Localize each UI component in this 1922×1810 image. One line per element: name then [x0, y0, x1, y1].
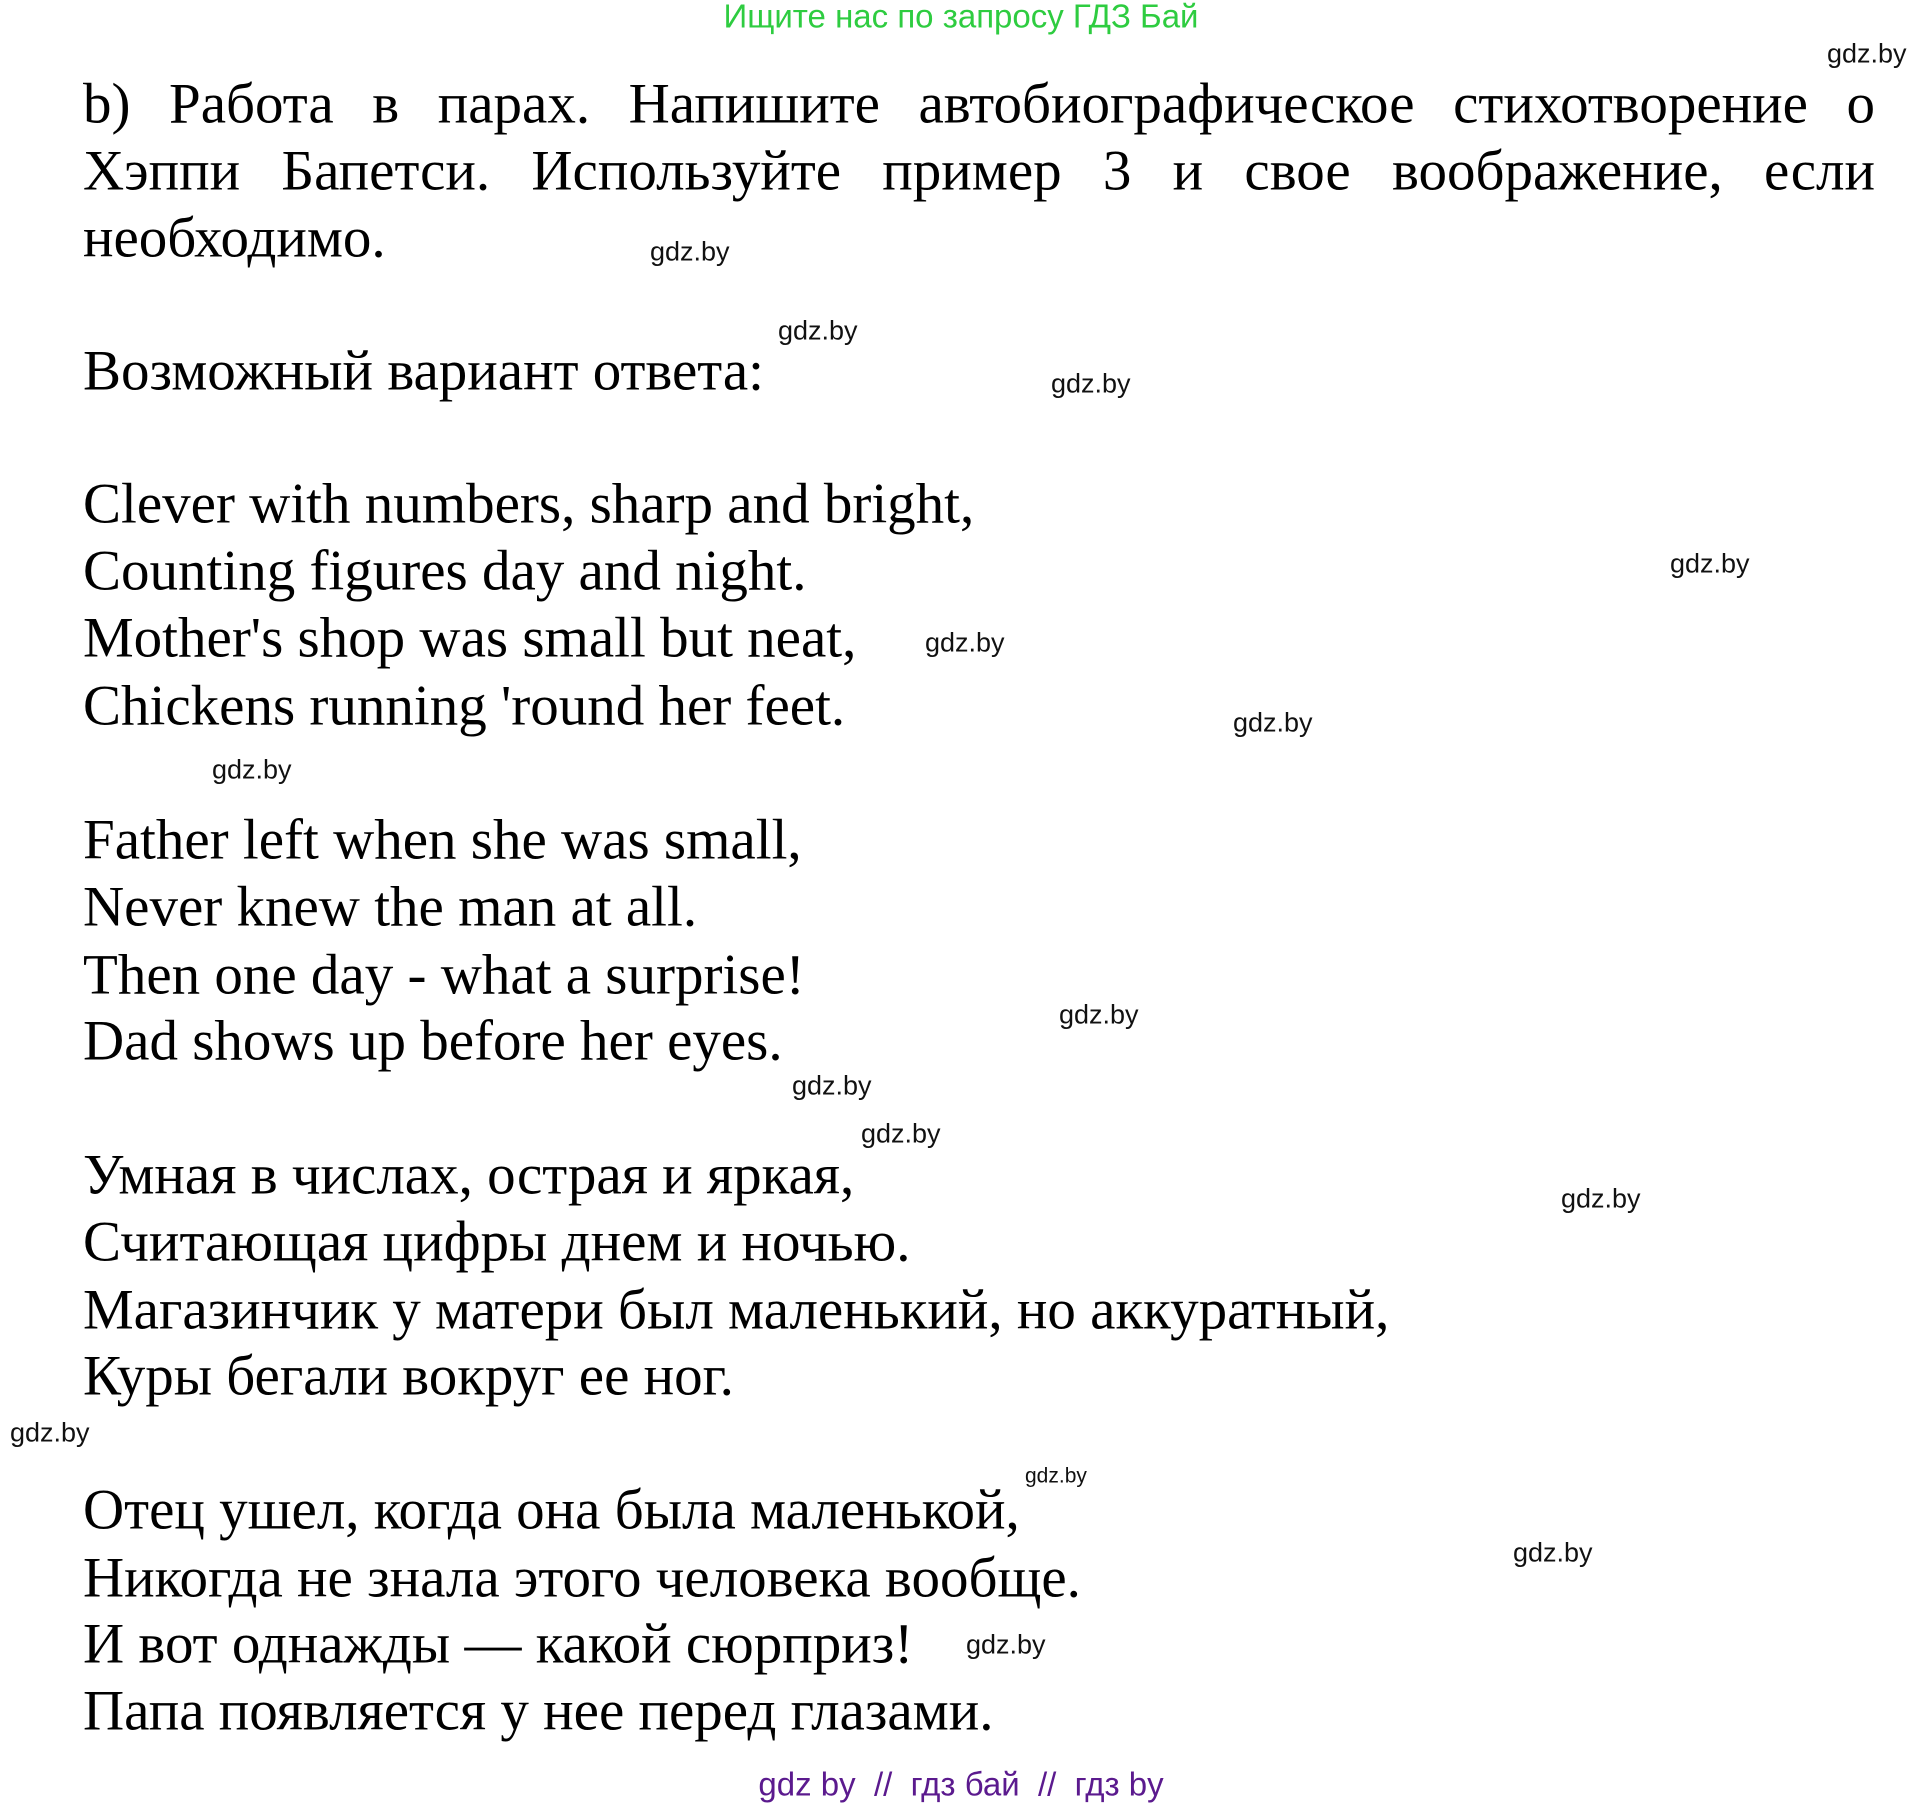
poem-line: Отец ушел, когда она была маленькой,	[83, 1478, 1020, 1542]
task-line-2: Хэппи Бапетси. Используйте пример 3 и свое воображение, если	[83, 139, 1875, 203]
watermark: gdz.by	[1670, 548, 1750, 579]
poem-line: Father left when she was small,	[83, 808, 802, 872]
watermark: gdz.by	[1513, 1537, 1593, 1568]
search-banner: Ищите нас по запросу ГДЗ Бай	[723, 0, 1199, 35]
watermark: gdz.by	[966, 1629, 1046, 1660]
watermark: gdz.by	[861, 1118, 941, 1149]
watermark: gdz.by	[212, 754, 292, 785]
poem-line: Clever with numbers, sharp and bright,	[83, 472, 975, 536]
watermark: gdz.by	[1051, 368, 1131, 399]
watermark: gdz.by	[792, 1070, 872, 1101]
poem-line: И вот однажды — какой сюрприз!	[83, 1612, 914, 1676]
watermark: gdz.by	[650, 236, 730, 267]
poem-line: Never knew the man at all.	[83, 875, 698, 939]
watermark: gdz.by	[778, 315, 858, 346]
task-line-1: b) Работа в парах. Напишите автобиографическое стихотворение о	[83, 72, 1875, 136]
watermark: gdz.by	[1561, 1183, 1641, 1214]
poem-line: Куры бегали вокруг ее ног.	[83, 1344, 734, 1408]
watermark: gdz.by	[1025, 1464, 1087, 1488]
watermark: gdz.by	[1059, 999, 1139, 1030]
watermark: gdz.by	[1827, 38, 1907, 69]
answer-label: Возможный вариант ответа:	[83, 339, 765, 403]
poem-line: Dad shows up before her eyes.	[83, 1009, 783, 1073]
poem-line: Умная в числах, острая и яркая,	[83, 1143, 855, 1207]
poem-line: Считающая цифры днем и ночью.	[83, 1210, 911, 1274]
poem-line: Mother's shop was small but neat,	[83, 606, 857, 670]
task-line-3: необходимо.	[83, 206, 386, 270]
poem-line: Chickens running 'round her feet.	[83, 674, 846, 738]
watermark: gdz.by	[925, 627, 1005, 658]
poem-line: Counting figures day and night.	[83, 539, 807, 603]
poem-line: Then one day - what a surprise!	[83, 943, 805, 1007]
poem-line: Никогда не знала этого человека вообще.	[83, 1546, 1081, 1610]
watermark: gdz.by	[1233, 707, 1313, 738]
footer-links: gdz by // гдз бай // гдз by	[758, 1765, 1164, 1803]
poem-line: Магазинчик у матери был маленький, но аккуратный,	[83, 1278, 1390, 1342]
poem-line: Папа появляется у нее перед глазами.	[83, 1679, 994, 1743]
watermark: gdz.by	[10, 1417, 90, 1448]
